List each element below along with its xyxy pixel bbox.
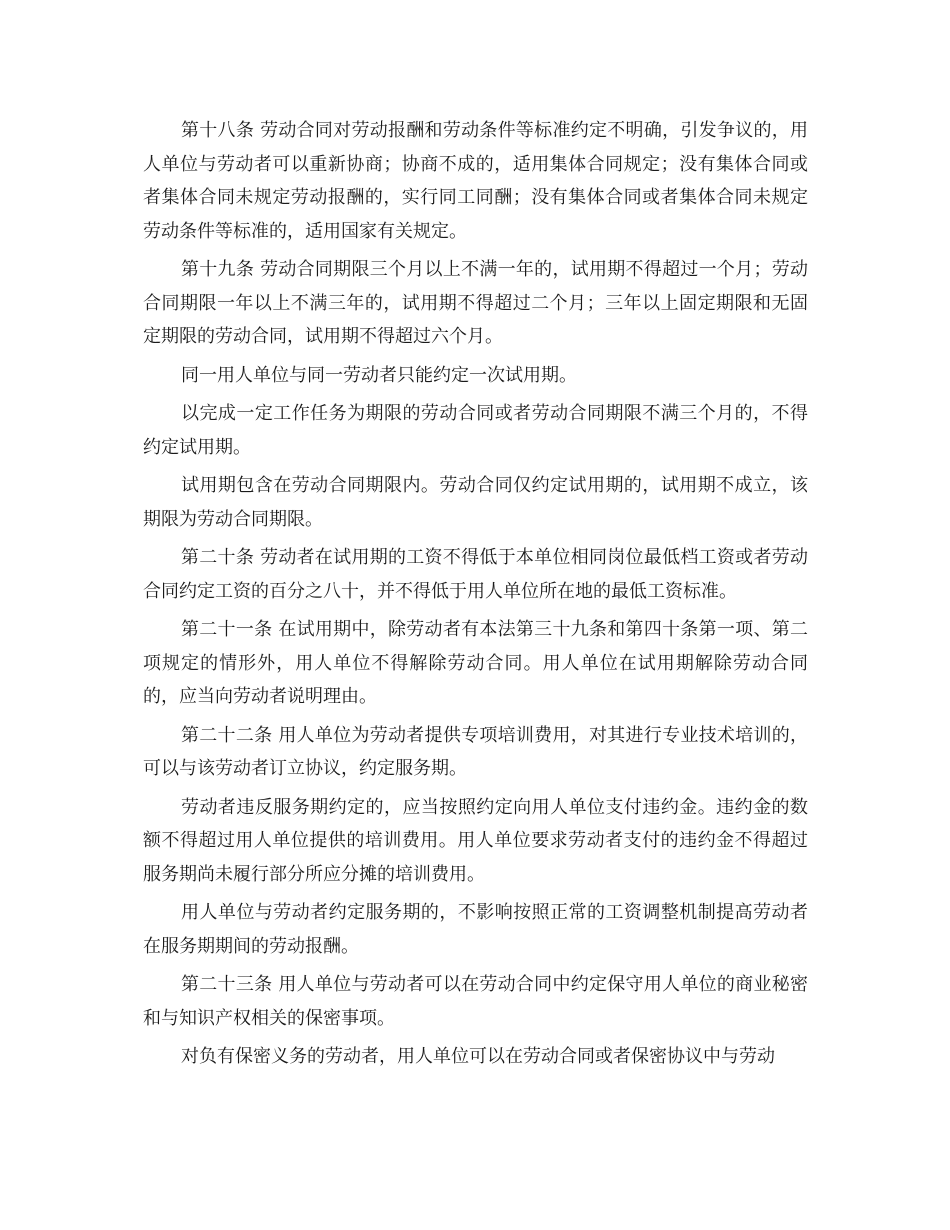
- article-19-paragraph: 第十九条 劳动合同期限三个月以上不满一年的，试用期不得超过一个月；劳动合同期限一年以上不满三年的，试用期不得超过二个月；三年以上固定期限和无固定期限的劳动合同，试用期不得超过六个月。: [143, 259, 808, 347]
- article-23-paragraph: 第二十三条 用人单位与劳动者可以在劳动合同中约定保守用人单位的商业秘密和与知识产权相关的保密事项。: [143, 974, 808, 1029]
- article-18-paragraph: 第十八条 劳动合同对劳动报酬和劳动条件等标准约定不明确，引发争议的，用人单位与劳动者可以重新协商；协商不成的，适用集体合同规定；没有集体合同或者集体合同未规定劳动报酬的，实行同工同酬；没有集体合同或者集体合同未规定劳动条件等标准的，适用国家有关规定。: [143, 120, 808, 242]
- probation-within-term-paragraph: 试用期包含在劳动合同期限内。劳动合同仅约定试用期的，试用期不成立，该期限为劳动合同期限。: [143, 475, 808, 530]
- document-body: [143, 114, 808, 1079]
- article-22-paragraph: 第二十二条 用人单位为劳动者提供专项培训费用，对其进行专业技术培训的，可以与该劳动者订立协议，约定服务期。: [143, 724, 808, 779]
- article-21-paragraph: 第二十一条 在试用期中，除劳动者有本法第三十九条和第四十条第一项、第二项规定的情形外，用人单位不得解除劳动合同。用人单位在试用期解除劳动合同的，应当向劳动者说明理由。: [143, 619, 808, 707]
- penalty-paragraph: 劳动者违反服务期约定的，应当按照约定向用人单位支付违约金。违约金的数额不得超过用人单位提供的培训费用。用人单位要求劳动者支付的违约金不得超过服务期尚未履行部分所应分摊的培训费用。: [143, 796, 808, 885]
- service-period-salary-paragraph: 用人单位与劳动者约定服务期的，不影响按照正常的工资调整机制提高劳动者在服务期期间的劳动报酬。: [143, 902, 808, 957]
- confidentiality-paragraph: 对负有保密义务的劳动者，用人单位可以在劳动合同或者保密协议中与劳动: [181, 1046, 775, 1067]
- article-20-paragraph: 第二十条 劳动者在试用期的工资不得低于本单位相同岗位最低档工资或者劳动合同约定工资的百分之八十，并不得低于用人单位所在地的最低工资标准。: [143, 547, 808, 602]
- task-based-contract-paragraph: 以完成一定工作任务为期限的劳动合同或者劳动合同期限不满三个月的，不得约定试用期。: [143, 403, 808, 458]
- single-probation-paragraph: 同一用人单位与同一劳动者只能约定一次试用期。: [181, 364, 577, 386]
